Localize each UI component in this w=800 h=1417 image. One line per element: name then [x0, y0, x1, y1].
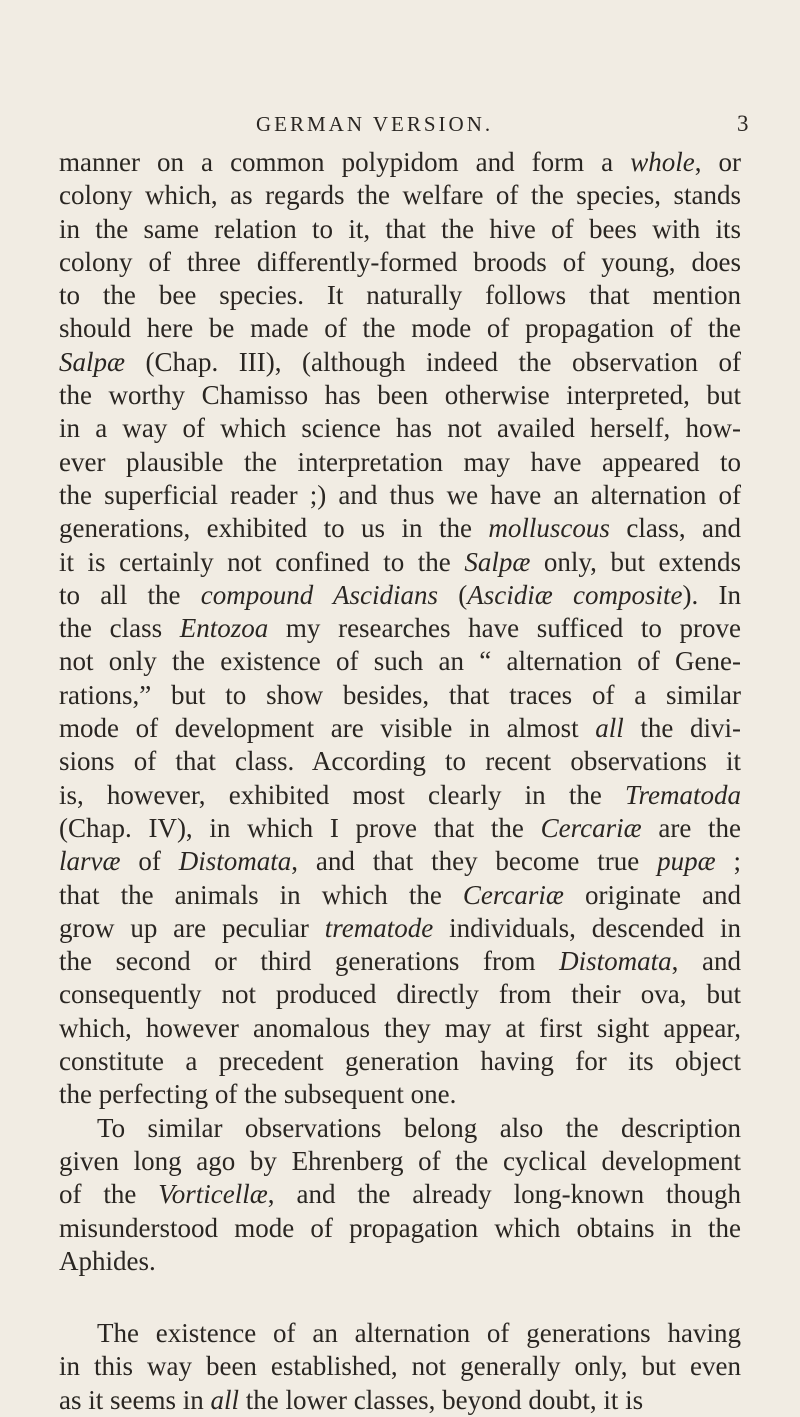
text-run: colony of three differently-formed broods of young, does	[59, 246, 741, 277]
text-line	[59, 312, 741, 345]
text-run: rations,” but to show besides, that traces of a similar	[59, 679, 741, 710]
text-run: , or	[694, 147, 741, 177]
text-line	[59, 845, 741, 878]
running-head	[0, 108, 800, 140]
italic-run: pupæ	[657, 846, 716, 877]
text-line	[59, 1212, 741, 1245]
text-run: (Chap. IV), in which I prove that the	[59, 812, 541, 843]
text-run: of the	[59, 1179, 159, 1210]
text-line	[59, 246, 741, 279]
paragraph-gap	[59, 1278, 741, 1317]
running-title: GERMAN VERSION.	[256, 112, 494, 136]
text-run: only, but extends	[530, 546, 741, 577]
text-run: in a way of which science has not availed herself, how-	[59, 413, 741, 444]
italic-run: Cercariæ	[540, 812, 642, 843]
italic-run: Vorticellæ	[158, 1179, 268, 1210]
text-run: constitute a precedent generation having for its object	[59, 1046, 741, 1077]
text-line	[59, 712, 741, 745]
text-run: individuals, descended in	[433, 912, 741, 943]
text-run: Aphides.	[59, 1245, 156, 1276]
text-line	[59, 279, 741, 312]
text-run: ;	[715, 846, 741, 877]
text-run: of	[120, 846, 179, 877]
text-run: that the animals in which the	[59, 879, 463, 910]
italic-run: Entozoa	[179, 613, 269, 644]
text-run: manner on a common polypidom and form a	[59, 147, 631, 177]
italic-run: Salpæ	[464, 546, 531, 577]
text-run: as it seems in	[59, 1384, 211, 1415]
text-run: (	[438, 579, 468, 610]
text-run: the superficial reader ;) and thus we have an alternation of	[59, 479, 741, 510]
body-text	[59, 146, 741, 1417]
text-run: consequently not produced directly from their ova, but	[59, 979, 741, 1010]
text-run: generations, exhibited to us in the	[59, 513, 489, 544]
text-line	[59, 679, 741, 712]
text-run: colony which, as regards the welfare of the species, stands	[59, 180, 741, 211]
text-run: misunderstood mode of propagation which obtains in the	[59, 1212, 741, 1243]
italic-run: Distomata	[178, 846, 292, 877]
text-run: ). In	[682, 579, 741, 610]
text-run: , and	[671, 946, 741, 977]
text-run: , and the already long-known though	[267, 1179, 741, 1210]
italic-run: larvæ	[59, 846, 121, 877]
text-run: the second or third generations from	[59, 946, 560, 977]
text-run: the lower classes, beyond doubt, it is	[239, 1384, 644, 1415]
text-line	[59, 1078, 741, 1111]
paragraph	[59, 1317, 741, 1417]
italic-run: Distomata	[559, 946, 672, 977]
italic-run: all	[210, 1384, 239, 1415]
text-run: the class	[59, 613, 180, 644]
text-line	[59, 879, 741, 912]
italic-run: trematode	[324, 912, 434, 943]
text-line	[59, 546, 741, 579]
text-run: To similar observations belong also the description	[97, 1112, 741, 1143]
text-run: which, however anomalous they may at first sight appear,	[59, 1012, 741, 1043]
text-line	[59, 579, 741, 612]
text-run: in the same relation to it, that the hive of bees with its	[59, 213, 741, 244]
italic-run: compound Ascidians	[200, 579, 438, 610]
italic-run: molluscous	[488, 513, 610, 544]
text-run: the perfecting of the subsequent one.	[59, 1079, 457, 1110]
text-run: The existence of an alternation of generations having	[97, 1318, 741, 1349]
text-line	[59, 812, 741, 845]
italic-run: Salpæ	[59, 346, 126, 377]
text-run: to all the	[59, 579, 201, 610]
text-line	[59, 1317, 741, 1350]
text-line	[59, 512, 741, 545]
italic-run: whole	[630, 147, 695, 177]
text-run: grow up are peculiar	[59, 912, 325, 943]
text-run: in this way been established, not generally only, but even	[59, 1351, 741, 1382]
text-run: ever plausible the interpretation may have appeared to	[59, 446, 741, 477]
text-line	[59, 612, 741, 645]
text-run: originate and	[563, 879, 741, 910]
italic-run: Trematoda	[624, 779, 741, 810]
text-line	[59, 978, 741, 1011]
text-run: sions of that class. According to recent observations it	[59, 746, 741, 777]
page-number: 3	[737, 111, 749, 136]
text-run: not only the existence of such an “ alternation of Gene-	[59, 646, 741, 677]
text-run: it is certainly not confined to the	[59, 546, 465, 577]
text-line	[59, 1145, 741, 1178]
text-line	[59, 1112, 741, 1145]
text-run: given long ago by Ehrenberg of the cyclical development	[59, 1145, 741, 1176]
text-run: are the	[641, 812, 742, 843]
text-run: class, and	[609, 513, 742, 544]
italic-run: Ascidiæ composite	[467, 579, 683, 610]
paragraph	[59, 1112, 741, 1278]
text-line	[59, 1178, 741, 1211]
text-line	[59, 346, 741, 379]
text-run: mode of development are visible in almost	[59, 713, 596, 744]
text-line	[59, 1012, 741, 1045]
text-run: to the bee species. It naturally follows that mention	[59, 280, 741, 311]
text-line	[59, 412, 741, 445]
paragraph	[59, 146, 741, 1112]
text-run: should here be made of the mode of propagation of the	[59, 313, 741, 344]
text-line	[59, 779, 741, 812]
italic-run: Cercariæ	[462, 879, 564, 910]
text-line	[59, 1245, 741, 1278]
italic-run: all	[595, 713, 624, 744]
text-line	[59, 912, 741, 945]
text-line	[59, 479, 741, 512]
text-line	[59, 1350, 741, 1383]
text-run: my researches have sufficed to prove	[268, 613, 741, 644]
text-line	[59, 179, 741, 212]
text-run: (Chap. III), (although indeed the observation of	[125, 346, 741, 377]
text-line	[59, 1045, 741, 1078]
text-line	[59, 1384, 741, 1417]
text-line	[59, 146, 741, 179]
text-run: the divi-	[623, 713, 741, 744]
text-line	[59, 213, 741, 246]
text-line	[59, 945, 741, 978]
text-run: , and that they become true	[291, 846, 658, 877]
text-run: is, however, exhibited most clearly in the	[59, 779, 625, 810]
text-run: the worthy Chamisso has been otherwise interpreted, but	[59, 380, 741, 411]
text-line	[59, 745, 741, 778]
text-line	[59, 645, 741, 678]
text-line	[59, 379, 741, 412]
text-line	[59, 446, 741, 479]
